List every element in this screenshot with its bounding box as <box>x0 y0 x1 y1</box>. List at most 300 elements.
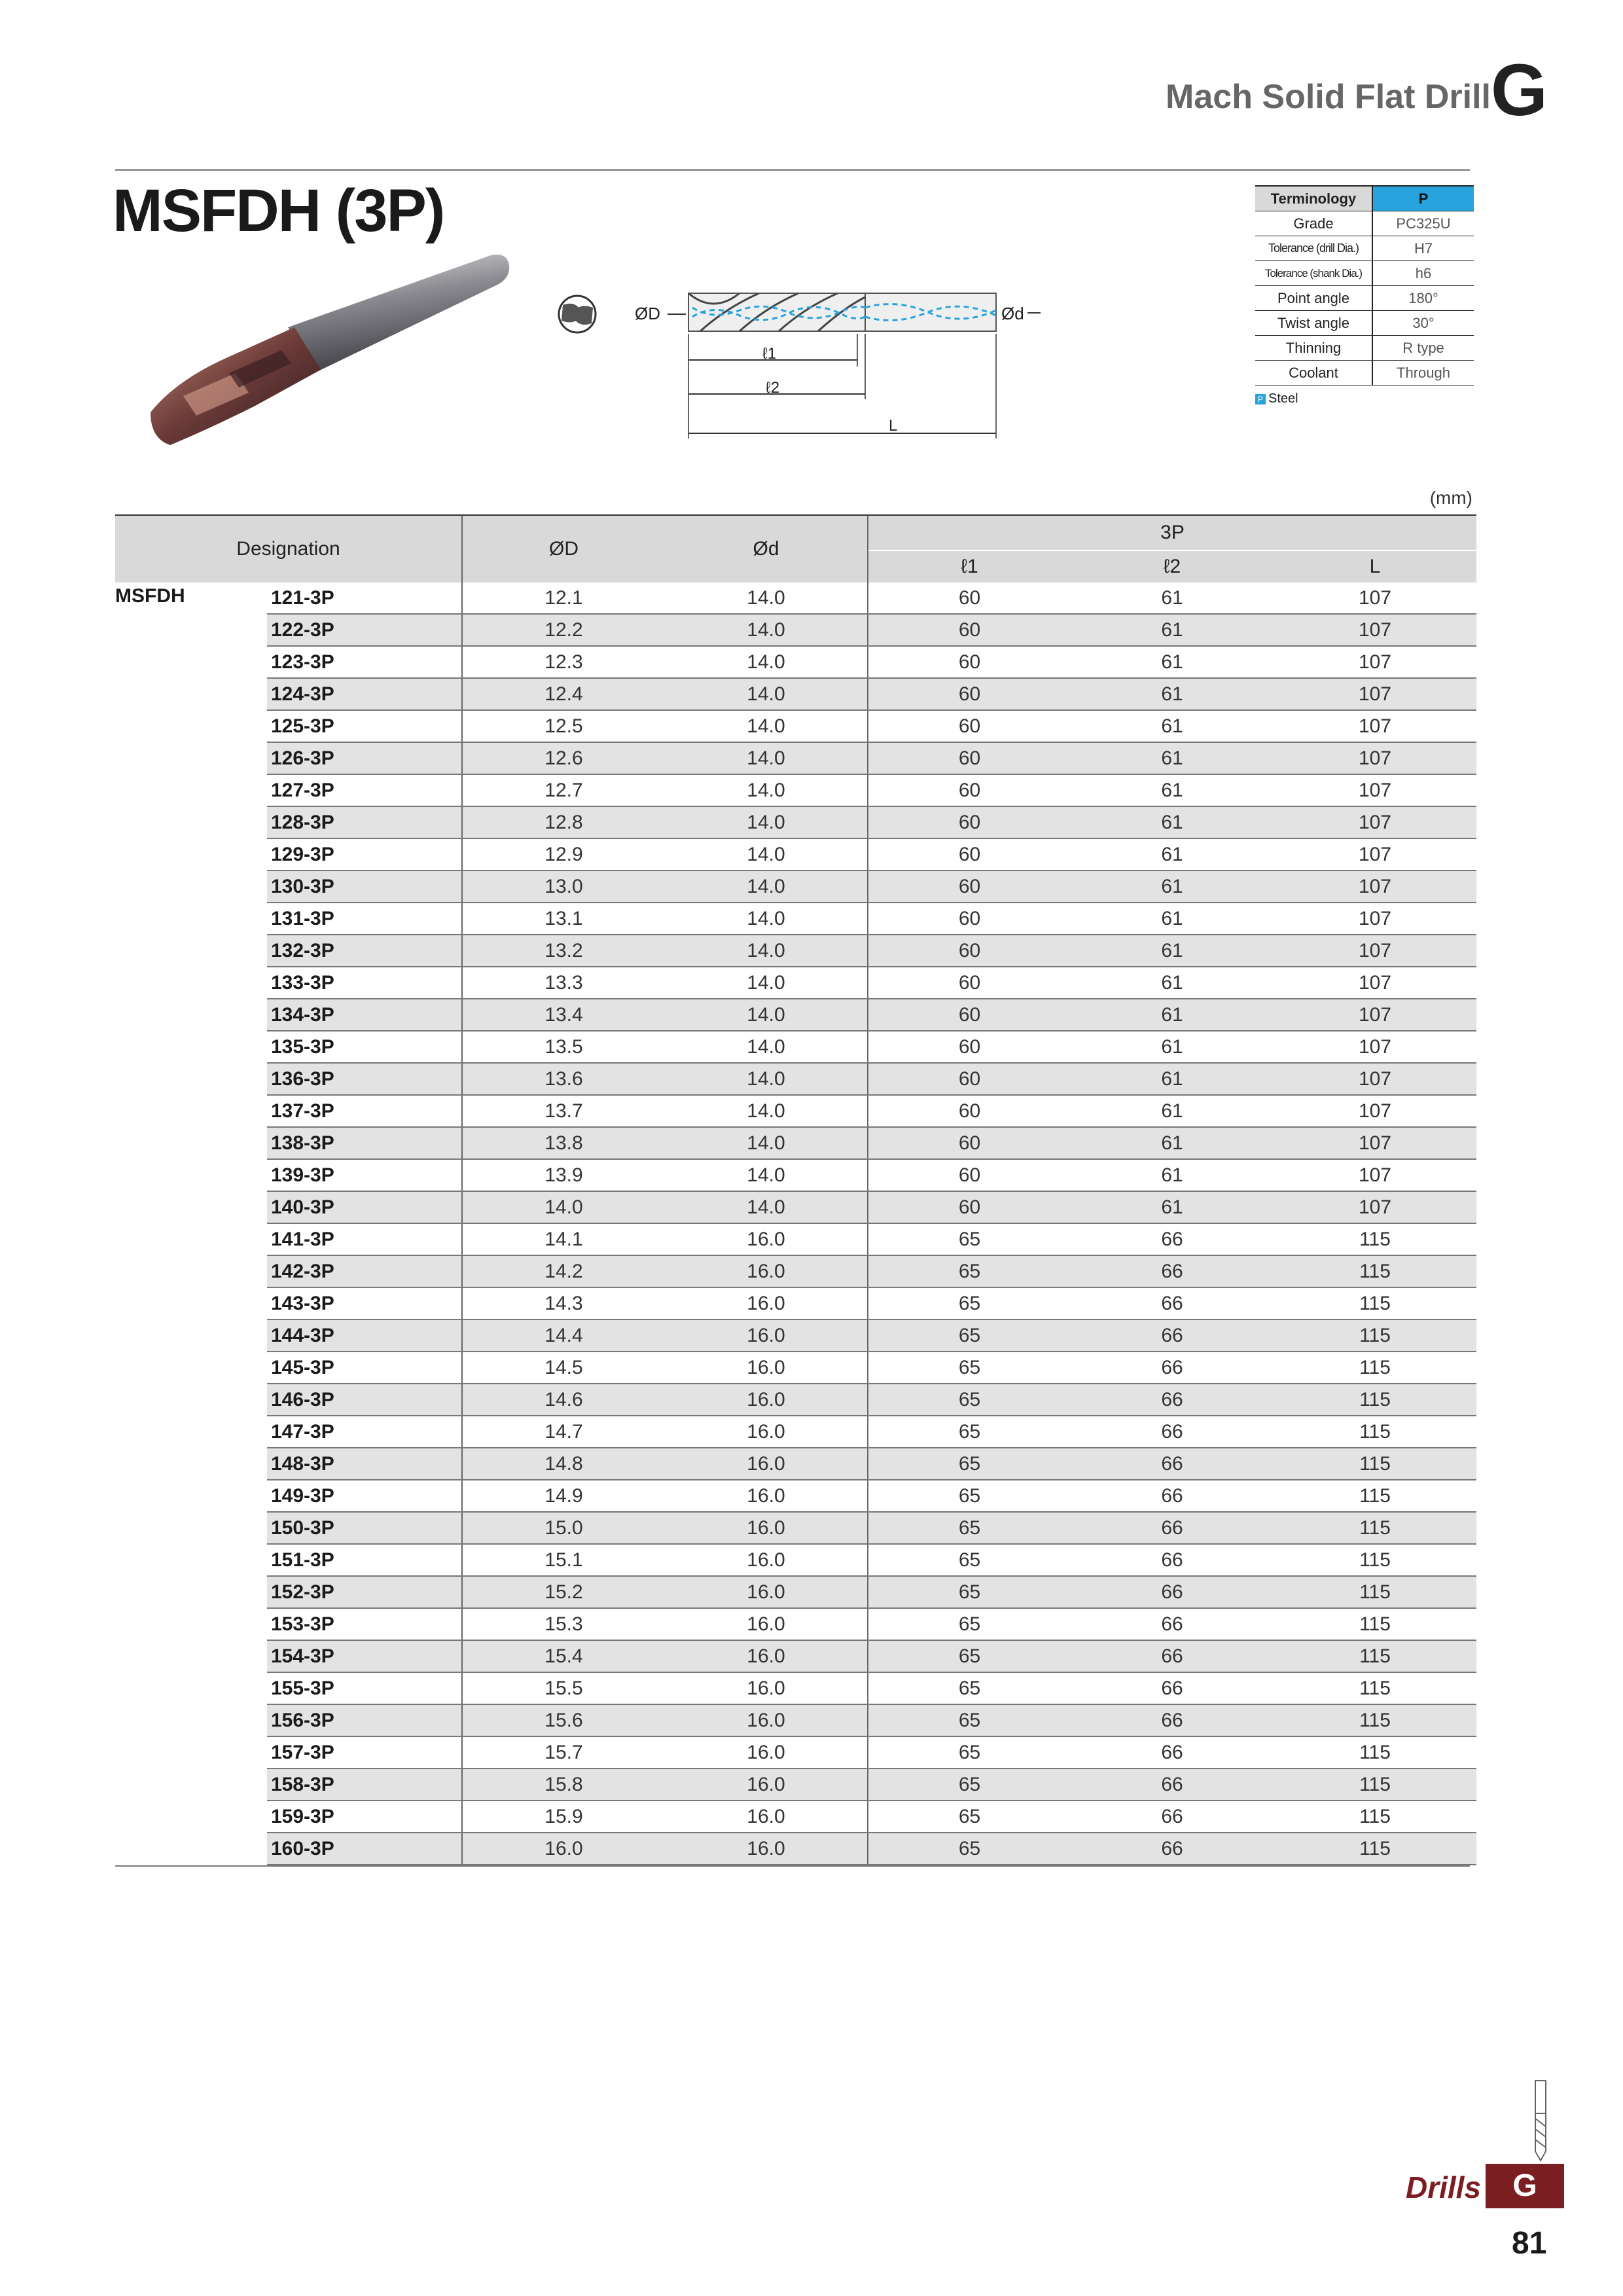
L-value: 107 <box>1274 1127 1476 1159</box>
table-row <box>115 1352 1476 1384</box>
L-value: 115 <box>1274 1319 1476 1352</box>
l1-value: 65 <box>868 1223 1071 1255</box>
designation-code: 123-3P <box>267 646 462 678</box>
dia-D-value: 12.3 <box>462 646 665 678</box>
table-row <box>115 1833 1476 1865</box>
L-value: 107 <box>1274 678 1476 710</box>
dia-d-value: 14.0 <box>665 583 868 614</box>
term-key: Tolerance (shank Dia.) <box>1255 261 1372 286</box>
l1-value: 60 <box>868 838 1071 870</box>
L-value: 115 <box>1274 1448 1476 1480</box>
designation-code: 160-3P <box>267 1833 462 1865</box>
dia-d-value: 14.0 <box>665 710 868 742</box>
dia-D-value: 13.0 <box>462 870 665 903</box>
dia-D-value: 15.6 <box>462 1704 665 1736</box>
term-value: Through <box>1372 361 1474 386</box>
l1-value: 60 <box>868 870 1071 903</box>
table-row <box>115 1031 1476 1063</box>
l2-value: 61 <box>1071 678 1274 710</box>
dimensions-table <box>115 514 1476 1865</box>
table-row <box>115 1576 1476 1608</box>
L-value: 115 <box>1274 1640 1476 1672</box>
dia-D-value: 14.0 <box>462 1191 665 1223</box>
dia-d-value: 16.0 <box>665 1768 868 1801</box>
dia-D-value: 12.4 <box>462 678 665 710</box>
table-row <box>115 1768 1476 1801</box>
dimension-drawing <box>543 242 1171 445</box>
dia-d-value: 16.0 <box>665 1544 868 1576</box>
dia-d-value: 14.0 <box>665 774 868 806</box>
dia-d-value: 16.0 <box>665 1416 868 1448</box>
l1-value: 60 <box>868 935 1071 967</box>
designation-code: 129-3P <box>267 838 462 870</box>
designation-code: 122-3P <box>267 614 462 646</box>
L-value: 107 <box>1274 742 1476 774</box>
designation-code: 131-3P <box>267 903 462 935</box>
table-row <box>115 1287 1476 1319</box>
dia-D-value: 15.7 <box>462 1736 665 1768</box>
l2-value: 66 <box>1071 1640 1274 1672</box>
l1-value: 60 <box>868 710 1071 742</box>
L-value: 107 <box>1274 1191 1476 1223</box>
dia-D-value: 14.6 <box>462 1384 665 1416</box>
L-value: 107 <box>1274 967 1476 999</box>
dia-D-value: 13.9 <box>462 1159 665 1191</box>
dia-D-value: 14.7 <box>462 1416 665 1448</box>
term-key: Tolerance (drill Dia.) <box>1255 236 1372 261</box>
designation-code: 125-3P <box>267 710 462 742</box>
table-row <box>115 1736 1476 1768</box>
designation-code: 149-3P <box>267 1480 462 1512</box>
l2-value: 61 <box>1071 614 1274 646</box>
l2-value: 61 <box>1071 999 1274 1031</box>
series-name: MSFDH <box>115 583 267 1865</box>
unit-label: (mm) <box>1429 488 1472 508</box>
l1-value: 65 <box>868 1352 1071 1384</box>
l2-value: 66 <box>1071 1480 1274 1512</box>
table-row <box>115 1448 1476 1480</box>
dia-d-value: 16.0 <box>665 1672 868 1704</box>
dia-d-value: 16.0 <box>665 1448 868 1480</box>
l1-value: 60 <box>868 1095 1071 1127</box>
L-value: 107 <box>1274 1063 1476 1095</box>
term-key: Point angle <box>1255 286 1372 311</box>
dia-D-value: 14.4 <box>462 1319 665 1352</box>
L-value: 107 <box>1274 935 1476 967</box>
dia-d-value: 16.0 <box>665 1640 868 1672</box>
l1-value: 65 <box>868 1640 1071 1672</box>
designation-code: 127-3P <box>267 774 462 806</box>
l2-value: 66 <box>1071 1352 1274 1384</box>
designation-code: 142-3P <box>267 1255 462 1287</box>
l2-value: 61 <box>1071 1095 1274 1127</box>
designation-code: 136-3P <box>267 1063 462 1095</box>
l1-value: 60 <box>868 999 1071 1031</box>
dia-D-value: 14.8 <box>462 1448 665 1480</box>
l1-value: 60 <box>868 1191 1071 1223</box>
l1-value: 60 <box>868 806 1071 838</box>
l2-value: 61 <box>1071 935 1274 967</box>
l2-value: 61 <box>1071 967 1274 999</box>
l1-value: 60 <box>868 903 1071 935</box>
dia-d-value: 14.0 <box>665 806 868 838</box>
dia-D-value: 12.8 <box>462 806 665 838</box>
term-value: 30° <box>1372 311 1474 336</box>
l1-header: ℓ1 <box>868 550 1071 583</box>
l2-value: 61 <box>1071 806 1274 838</box>
table-row <box>115 1127 1476 1159</box>
dia-d-value: 16.0 <box>665 1704 868 1736</box>
L-value: 115 <box>1274 1608 1476 1640</box>
l1-value: 60 <box>868 1159 1071 1191</box>
footer-section-tab: G <box>1486 2164 1564 2208</box>
L-value: 115 <box>1274 1352 1476 1384</box>
dia-D-value: 12.6 <box>462 742 665 774</box>
L-label: L <box>889 417 898 435</box>
designation-code: 147-3P <box>267 1416 462 1448</box>
l2-value: 61 <box>1071 1063 1274 1095</box>
term-value: PC325U <box>1372 211 1474 236</box>
dia-D-value: 12.9 <box>462 838 665 870</box>
l1-value: 60 <box>868 774 1071 806</box>
dia-d-value: 14.0 <box>665 1127 868 1159</box>
designation-code: 159-3P <box>267 1801 462 1833</box>
L-value: 115 <box>1274 1704 1476 1736</box>
table-row <box>115 935 1476 967</box>
dia-D-value: 14.9 <box>462 1480 665 1512</box>
dia-D-value: 13.5 <box>462 1031 665 1063</box>
footer-section-label: Drills <box>1406 2170 1482 2204</box>
table-row <box>115 774 1476 806</box>
table-row <box>115 742 1476 774</box>
table-row <box>115 903 1476 935</box>
drill-icon <box>1527 2078 1554 2163</box>
l2-value: 66 <box>1071 1833 1274 1865</box>
dia-D-value: 13.2 <box>462 935 665 967</box>
designation-code: 132-3P <box>267 935 462 967</box>
designation-code: 141-3P <box>267 1223 462 1255</box>
L-value: 115 <box>1274 1801 1476 1833</box>
designation-code: 155-3P <box>267 1672 462 1704</box>
dia-D-value: 14.5 <box>462 1352 665 1384</box>
table-row <box>115 1512 1476 1544</box>
l2-value: 66 <box>1071 1287 1274 1319</box>
terminology-header: Terminology <box>1255 186 1372 211</box>
designation-code: 138-3P <box>267 1127 462 1159</box>
designation-code: 124-3P <box>267 678 462 710</box>
dia-D-value: 15.2 <box>462 1576 665 1608</box>
table-row <box>115 806 1476 838</box>
L-value: 115 <box>1274 1287 1476 1319</box>
dia-D-value: 15.0 <box>462 1512 665 1544</box>
designation-code: 140-3P <box>267 1191 462 1223</box>
l1-value: 65 <box>868 1801 1071 1833</box>
dia-D-value: 12.5 <box>462 710 665 742</box>
l1-value: 65 <box>868 1448 1071 1480</box>
l1-value: 65 <box>868 1768 1071 1801</box>
term-key: Coolant <box>1255 361 1372 386</box>
designation-code: 135-3P <box>267 1031 462 1063</box>
designation-code: 130-3P <box>267 870 462 903</box>
l2-value: 66 <box>1071 1768 1274 1801</box>
designation-code: 150-3P <box>267 1512 462 1544</box>
designation-code: 153-3P <box>267 1608 462 1640</box>
dia-D-header: ØD <box>462 515 665 583</box>
page-number: 81 <box>1512 2226 1547 2261</box>
l2-value: 66 <box>1071 1801 1274 1833</box>
table-row <box>115 1319 1476 1352</box>
L-value: 115 <box>1274 1512 1476 1544</box>
table-row <box>115 1063 1476 1095</box>
l1-value: 65 <box>868 1480 1071 1512</box>
dia-D-value: 12.2 <box>462 614 665 646</box>
L-value: 107 <box>1274 806 1476 838</box>
term-value: R type <box>1372 336 1474 361</box>
l1-value: 65 <box>868 1512 1071 1544</box>
l1-value: 65 <box>868 1544 1071 1576</box>
L-value: 107 <box>1274 583 1476 614</box>
dia-d-value: 16.0 <box>665 1384 868 1416</box>
l2-value: 66 <box>1071 1512 1274 1544</box>
designation-code: 152-3P <box>267 1576 462 1608</box>
dia-D-value: 15.3 <box>462 1608 665 1640</box>
dia-D-value: 15.8 <box>462 1768 665 1801</box>
term-value: 180° <box>1372 286 1474 311</box>
legend-label: Steel <box>1268 391 1298 406</box>
dia-d-value: 16.0 <box>665 1608 868 1640</box>
dia-D-value: 13.6 <box>462 1063 665 1095</box>
L-value: 107 <box>1274 710 1476 742</box>
dia-D-value: 13.7 <box>462 1095 665 1127</box>
dia-d-value: 14.0 <box>665 1031 868 1063</box>
l2-value: 61 <box>1071 1159 1274 1191</box>
l1-value: 65 <box>868 1384 1071 1416</box>
material-header: P <box>1372 186 1474 211</box>
designation-code: 134-3P <box>267 999 462 1031</box>
designation-header: Designation <box>115 515 462 583</box>
l2-value: 61 <box>1071 1031 1274 1063</box>
table-row <box>115 1384 1476 1416</box>
L-value: 107 <box>1274 614 1476 646</box>
term-value: h6 <box>1372 261 1474 286</box>
dia-d-value: 14.0 <box>665 935 868 967</box>
dia-D-value: 13.1 <box>462 903 665 935</box>
l1-value: 60 <box>868 967 1071 999</box>
table-row <box>115 870 1476 903</box>
table-row <box>115 1801 1476 1833</box>
l2-value: 66 <box>1071 1704 1274 1736</box>
term-value: H7 <box>1372 236 1474 261</box>
dia-d-value: 14.0 <box>665 646 868 678</box>
l2-value: 66 <box>1071 1319 1274 1352</box>
l1-value: 65 <box>868 1287 1071 1319</box>
designation-code: 154-3P <box>267 1640 462 1672</box>
L-value: 107 <box>1274 1159 1476 1191</box>
table-row <box>115 1608 1476 1640</box>
product-title: MSFDH (3P) <box>113 177 444 244</box>
designation-code: 148-3P <box>267 1448 462 1480</box>
l1-value: 65 <box>868 1255 1071 1287</box>
l2-value: 66 <box>1071 1576 1274 1608</box>
L-value: 115 <box>1274 1672 1476 1704</box>
l1-value: 60 <box>868 1127 1071 1159</box>
l1-value: 65 <box>868 1576 1071 1608</box>
designation-code: 139-3P <box>267 1159 462 1191</box>
drill-photo <box>124 242 517 452</box>
term-key: Thinning <box>1255 336 1372 361</box>
l1-value: 65 <box>868 1319 1071 1352</box>
table-row <box>115 583 1476 614</box>
dia-D-value: 13.8 <box>462 1127 665 1159</box>
dia-d-value: 14.0 <box>665 967 868 999</box>
designation-code: 158-3P <box>267 1768 462 1801</box>
designation-code: 143-3P <box>267 1287 462 1319</box>
legend-code: P <box>1255 394 1266 404</box>
l2-value: 61 <box>1071 774 1274 806</box>
L-value: 107 <box>1274 774 1476 806</box>
table-row <box>115 967 1476 999</box>
L-value: 115 <box>1274 1416 1476 1448</box>
dia-d-value: 16.0 <box>665 1480 868 1512</box>
l2-header: ℓ2 <box>1071 550 1274 583</box>
dia-d-value: 14.0 <box>665 742 868 774</box>
L-value: 107 <box>1274 999 1476 1031</box>
section-letter: G <box>1490 49 1548 131</box>
table-row <box>115 1480 1476 1512</box>
l2-value: 66 <box>1071 1672 1274 1704</box>
table-bottom-rule <box>115 1865 1470 1867</box>
dia-d-value: 14.0 <box>665 1191 868 1223</box>
l2-value: 61 <box>1071 742 1274 774</box>
L-value: 107 <box>1274 646 1476 678</box>
designation-code: 137-3P <box>267 1095 462 1127</box>
table-row <box>115 646 1476 678</box>
designation-code: 133-3P <box>267 967 462 999</box>
l2-value: 66 <box>1071 1448 1274 1480</box>
dia-d-value: 14.0 <box>665 999 868 1031</box>
table-row <box>115 1191 1476 1223</box>
L-value: 107 <box>1274 1031 1476 1063</box>
dia-D-value: 15.4 <box>462 1640 665 1672</box>
material-legend <box>1255 391 1298 406</box>
dia-d-value: 14.0 <box>665 903 868 935</box>
L-value: 115 <box>1274 1480 1476 1512</box>
dia-d-value: 14.0 <box>665 1063 868 1095</box>
l1-value: 60 <box>868 614 1071 646</box>
table-row <box>115 678 1476 710</box>
header-divider <box>115 169 1470 171</box>
dia-d-value: 16.0 <box>665 1255 868 1287</box>
dia-D-value: 13.4 <box>462 999 665 1031</box>
dia-d-value: 16.0 <box>665 1352 868 1384</box>
l1-value: 65 <box>868 1608 1071 1640</box>
l2-value: 66 <box>1071 1608 1274 1640</box>
table-row <box>115 1159 1476 1191</box>
designation-code: 156-3P <box>267 1704 462 1736</box>
L-value: 115 <box>1274 1255 1476 1287</box>
designation-code: 126-3P <box>267 742 462 774</box>
l2-value: 66 <box>1071 1736 1274 1768</box>
dia-d-value: 16.0 <box>665 1287 868 1319</box>
L-value: 115 <box>1274 1384 1476 1416</box>
term-key: Grade <box>1255 211 1372 236</box>
table-row <box>115 1416 1476 1448</box>
table-row <box>115 614 1476 646</box>
l2-value: 66 <box>1071 1223 1274 1255</box>
dia-d-value: 14.0 <box>665 678 868 710</box>
l1-value: 60 <box>868 583 1071 614</box>
dia-D-value: 14.1 <box>462 1223 665 1255</box>
L-value: 107 <box>1274 838 1476 870</box>
dia-d-value: 16.0 <box>665 1576 868 1608</box>
designation-code: 146-3P <box>267 1384 462 1416</box>
dia-d-value: 16.0 <box>665 1319 868 1352</box>
dia-D-value: 15.5 <box>462 1672 665 1704</box>
dia-d-value: 16.0 <box>665 1223 868 1255</box>
dia-D-value: 14.3 <box>462 1287 665 1319</box>
l1-value: 65 <box>868 1672 1071 1704</box>
l1-value: 65 <box>868 1416 1071 1448</box>
designation-code: 157-3P <box>267 1736 462 1768</box>
L-value: 107 <box>1274 1095 1476 1127</box>
L-value: 115 <box>1274 1544 1476 1576</box>
L-value: 115 <box>1274 1736 1476 1768</box>
table-row <box>115 838 1476 870</box>
dia-D-value: 13.3 <box>462 967 665 999</box>
dia-d-value: 16.0 <box>665 1512 868 1544</box>
L-value: 115 <box>1274 1833 1476 1865</box>
l2-value: 66 <box>1071 1255 1274 1287</box>
group-header: 3P <box>868 515 1476 550</box>
term-key: Twist angle <box>1255 311 1372 336</box>
dia-d-header: Ød <box>665 515 868 583</box>
dia-D-value: 14.2 <box>462 1255 665 1287</box>
designation-code: 144-3P <box>267 1319 462 1352</box>
table-row <box>115 1544 1476 1576</box>
l1-value: 60 <box>868 678 1071 710</box>
L-value: 107 <box>1274 870 1476 903</box>
dia-d-value: 14.0 <box>665 870 868 903</box>
l1-value: 60 <box>868 1063 1071 1095</box>
table-row <box>115 1095 1476 1127</box>
table-row <box>115 999 1476 1031</box>
l2-value: 61 <box>1071 646 1274 678</box>
table-row <box>115 1223 1476 1255</box>
l2-value: 66 <box>1071 1384 1274 1416</box>
terminology-table <box>1255 185 1474 386</box>
dia-d-value: 14.0 <box>665 838 868 870</box>
l1-value: 65 <box>868 1704 1071 1736</box>
l2-value: 61 <box>1071 903 1274 935</box>
dia-d-label: Ød <box>1001 304 1024 323</box>
designation-code: 151-3P <box>267 1544 462 1576</box>
end-view-icon <box>559 296 596 332</box>
l2-label: ℓ2 <box>766 379 780 397</box>
l2-value: 61 <box>1071 870 1274 903</box>
l2-value: 66 <box>1071 1416 1274 1448</box>
dia-D-value: 16.0 <box>462 1833 665 1865</box>
l2-value: 66 <box>1071 1544 1274 1576</box>
table-row <box>115 1704 1476 1736</box>
l1-value: 60 <box>868 646 1071 678</box>
L-header: L <box>1274 550 1476 583</box>
l1-value: 65 <box>868 1736 1071 1768</box>
L-value: 115 <box>1274 1768 1476 1801</box>
dia-d-value: 16.0 <box>665 1801 868 1833</box>
table-row <box>115 710 1476 742</box>
l2-value: 61 <box>1071 838 1274 870</box>
dia-D-value: 12.1 <box>462 583 665 614</box>
